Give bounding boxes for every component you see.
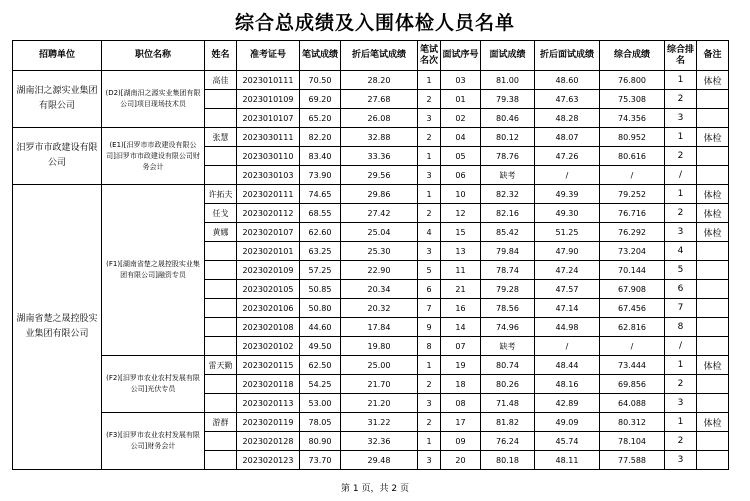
total-rank-cell: 3 xyxy=(665,223,697,242)
name-cell xyxy=(205,318,237,337)
interview-cell: 80.18 xyxy=(481,451,535,470)
total-cell: 77.588 xyxy=(600,451,665,470)
total-cell: 67.908 xyxy=(600,280,665,299)
written-conv-cell: 31.22 xyxy=(341,413,418,432)
note-cell xyxy=(697,337,729,356)
note-cell: 体检 xyxy=(697,413,729,432)
unit-cell: 湖南汨之源实业集团有限公司 xyxy=(13,71,102,128)
total-cell: 80.312 xyxy=(600,413,665,432)
total-cell: 80.952 xyxy=(600,128,665,147)
written-cell: 63.25 xyxy=(300,242,341,261)
header-exam-no: 准考证号 xyxy=(237,41,300,71)
page-title: 综合总成绩及入围体检人员名单 xyxy=(234,12,515,34)
total-cell: 78.104 xyxy=(600,432,665,451)
written-cell: 68.55 xyxy=(300,204,341,223)
exam-no-cell: 2023020108 xyxy=(237,318,300,337)
total-rank-cell: / xyxy=(665,166,697,185)
written-cell: 54.25 xyxy=(300,375,341,394)
note-cell: 体检 xyxy=(697,356,729,375)
name-cell xyxy=(205,299,237,318)
written-rank-cell: 2 xyxy=(418,90,441,109)
interview-cell: 71.48 xyxy=(481,394,535,413)
written-cell: 62.60 xyxy=(300,223,341,242)
written-cell: 57.25 xyxy=(300,261,341,280)
total-cell: 74.356 xyxy=(600,109,665,128)
written-conv-cell: 29.48 xyxy=(341,451,418,470)
written-cell: 78.05 xyxy=(300,413,341,432)
interview-conv-cell: 48.60 xyxy=(535,71,600,90)
written-rank-cell: 3 xyxy=(418,166,441,185)
written-conv-cell: 20.34 xyxy=(341,280,418,299)
note-cell: 体检 xyxy=(697,185,729,204)
total-rank-cell: 2 xyxy=(665,432,697,451)
interview-cell: 79.28 xyxy=(481,280,535,299)
total-rank-cell: 1 xyxy=(665,413,697,432)
written-rank-cell: 3 xyxy=(418,242,441,261)
exam-no-cell: 2023020105 xyxy=(237,280,300,299)
exam-no-cell: 2023020109 xyxy=(237,261,300,280)
exam-no-cell: 2023020115 xyxy=(237,356,300,375)
interview-conv-cell: 49.09 xyxy=(535,413,600,432)
interview-cell: 78.76 xyxy=(481,147,535,166)
interview-seq-cell: 03 xyxy=(441,71,481,90)
interview-conv-cell: 48.16 xyxy=(535,375,600,394)
position-cell: (F1)[湖南省楚之晟控股实业集团有限公司]融资专员 xyxy=(102,185,205,356)
total-rank-cell: 2 xyxy=(665,204,697,223)
note-cell xyxy=(697,394,729,413)
interview-seq-cell: 08 xyxy=(441,394,481,413)
name-cell: 雷天勤 xyxy=(205,356,237,375)
interview-cell: 74.96 xyxy=(481,318,535,337)
name-cell: 高佳 xyxy=(205,71,237,90)
note-cell xyxy=(697,242,729,261)
interview-conv-cell: 48.28 xyxy=(535,109,600,128)
written-rank-cell: 3 xyxy=(418,394,441,413)
exam-no-cell: 2023020119 xyxy=(237,413,300,432)
written-cell: 82.20 xyxy=(300,128,341,147)
position-cell: (D2)[湖南汨之源实业集团有限公司]项目现场技术员 xyxy=(102,71,205,128)
interview-conv-cell: 49.39 xyxy=(535,185,600,204)
written-rank-cell: 9 xyxy=(418,318,441,337)
results-table xyxy=(12,40,729,470)
name-cell xyxy=(205,242,237,261)
interview-conv-cell: 49.30 xyxy=(535,204,600,223)
interview-conv-cell: 42.89 xyxy=(535,394,600,413)
header-written: 笔试成绩 xyxy=(300,41,341,71)
interview-seq-cell: 05 xyxy=(441,147,481,166)
exam-no-cell: 2023010107 xyxy=(237,109,300,128)
exam-no-cell: 2023020123 xyxy=(237,451,300,470)
header-interview: 面试成绩 xyxy=(481,41,535,71)
interview-cell: 78.74 xyxy=(481,261,535,280)
exam-no-cell: 2023020107 xyxy=(237,223,300,242)
total-rank-cell: 3 xyxy=(665,451,697,470)
exam-no-cell: 2023020102 xyxy=(237,337,300,356)
note-cell: 体检 xyxy=(697,128,729,147)
table-row xyxy=(13,71,729,90)
interview-cell: 81.00 xyxy=(481,71,535,90)
interview-seq-cell: 06 xyxy=(441,166,481,185)
total-cell: 80.616 xyxy=(600,147,665,166)
total-rank-cell: 1 xyxy=(665,128,697,147)
exam-no-cell: 2023020106 xyxy=(237,299,300,318)
written-rank-cell: 2 xyxy=(418,204,441,223)
note-cell xyxy=(697,451,729,470)
header-note: 备注 xyxy=(697,41,729,71)
total-rank-cell: / xyxy=(665,337,697,356)
written-conv-cell: 26.08 xyxy=(341,109,418,128)
interview-seq-cell: 16 xyxy=(441,299,481,318)
name-cell xyxy=(205,432,237,451)
name-cell: 任戈 xyxy=(205,204,237,223)
note-cell xyxy=(697,318,729,337)
written-conv-cell: 19.80 xyxy=(341,337,418,356)
exam-no-cell: 2023020112 xyxy=(237,204,300,223)
interview-seq-cell: 11 xyxy=(441,261,481,280)
note-cell xyxy=(697,261,729,280)
written-cell: 62.50 xyxy=(300,356,341,375)
written-rank-cell: 3 xyxy=(418,451,441,470)
header-row xyxy=(13,41,729,71)
interview-conv-cell: 47.24 xyxy=(535,261,600,280)
written-cell: 53.00 xyxy=(300,394,341,413)
written-rank-cell: 8 xyxy=(418,337,441,356)
exam-no-cell: 2023010111 xyxy=(237,71,300,90)
interview-conv-cell: 47.14 xyxy=(535,299,600,318)
total-cell: 73.204 xyxy=(600,242,665,261)
exam-no-cell: 2023030103 xyxy=(237,166,300,185)
interview-cell: 缺考 xyxy=(481,337,535,356)
written-cell: 74.65 xyxy=(300,185,341,204)
interview-cell: 78.56 xyxy=(481,299,535,318)
written-cell: 70.50 xyxy=(300,71,341,90)
name-cell xyxy=(205,147,237,166)
interview-seq-cell: 13 xyxy=(441,242,481,261)
written-conv-cell: 25.00 xyxy=(341,356,418,375)
written-rank-cell: 1 xyxy=(418,71,441,90)
total-cell: / xyxy=(600,166,665,185)
interview-conv-cell: / xyxy=(535,166,600,185)
interview-conv-cell: 47.90 xyxy=(535,242,600,261)
header-interview-seq: 面试序号 xyxy=(441,41,481,71)
name-cell xyxy=(205,451,237,470)
interview-cell: 80.46 xyxy=(481,109,535,128)
interview-seq-cell: 19 xyxy=(441,356,481,375)
written-rank-cell: 1 xyxy=(418,356,441,375)
note-cell: 体检 xyxy=(697,204,729,223)
header-position: 职位名称 xyxy=(102,41,205,71)
header-interview-conv: 折后面试成绩 xyxy=(535,41,600,71)
total-rank-cell: 2 xyxy=(665,90,697,109)
written-cell: 73.90 xyxy=(300,166,341,185)
total-cell: 76.292 xyxy=(600,223,665,242)
exam-no-cell: 2023020101 xyxy=(237,242,300,261)
note-cell: 体检 xyxy=(697,223,729,242)
total-cell: 76.800 xyxy=(600,71,665,90)
written-conv-cell: 33.36 xyxy=(341,147,418,166)
interview-conv-cell: 44.98 xyxy=(535,318,600,337)
interview-conv-cell: 45.74 xyxy=(535,432,600,451)
total-cell: 76.716 xyxy=(600,204,665,223)
interview-cell: 85.42 xyxy=(481,223,535,242)
written-rank-cell: 5 xyxy=(418,261,441,280)
name-cell: 黄娜 xyxy=(205,223,237,242)
written-conv-cell: 32.36 xyxy=(341,432,418,451)
note-cell xyxy=(697,375,729,394)
interview-conv-cell: / xyxy=(535,337,600,356)
interview-conv-cell: 48.11 xyxy=(535,451,600,470)
total-rank-cell: 1 xyxy=(665,185,697,204)
written-rank-cell: 2 xyxy=(418,413,441,432)
written-conv-cell: 17.84 xyxy=(341,318,418,337)
interview-seq-cell: 12 xyxy=(441,204,481,223)
name-cell xyxy=(205,109,237,128)
written-rank-cell: 1 xyxy=(418,432,441,451)
total-rank-cell: 3 xyxy=(665,394,697,413)
written-cell: 50.80 xyxy=(300,299,341,318)
total-rank-cell: 7 xyxy=(665,299,697,318)
unit-cell: 湖南省楚之晟控股实业集团有限公司 xyxy=(13,185,102,470)
written-cell: 83.40 xyxy=(300,147,341,166)
written-cell: 73.70 xyxy=(300,451,341,470)
written-rank-cell: 1 xyxy=(418,147,441,166)
interview-cell: 76.24 xyxy=(481,432,535,451)
written-conv-cell: 22.90 xyxy=(341,261,418,280)
note-cell xyxy=(697,166,729,185)
written-cell: 65.20 xyxy=(300,109,341,128)
interview-cell: 82.32 xyxy=(481,185,535,204)
header-name: 姓名 xyxy=(205,41,237,71)
total-rank-cell: 2 xyxy=(665,375,697,394)
interview-seq-cell: 09 xyxy=(441,432,481,451)
written-rank-cell: 3 xyxy=(418,109,441,128)
interview-conv-cell: 47.63 xyxy=(535,90,600,109)
position-cell: (E1)[汨罗市市政建设有限公司]汨罗市市政建设有限公司财务会计 xyxy=(102,128,205,185)
interview-cell: 79.38 xyxy=(481,90,535,109)
written-cell: 44.60 xyxy=(300,318,341,337)
total-cell: 79.252 xyxy=(600,185,665,204)
written-cell: 69.20 xyxy=(300,90,341,109)
total-rank-cell: 4 xyxy=(665,242,697,261)
exam-no-cell: 2023020118 xyxy=(237,375,300,394)
note-cell xyxy=(697,147,729,166)
written-cell: 50.85 xyxy=(300,280,341,299)
interview-seq-cell: 17 xyxy=(441,413,481,432)
interview-seq-cell: 10 xyxy=(441,185,481,204)
total-rank-cell: 3 xyxy=(665,109,697,128)
total-rank-cell: 1 xyxy=(665,356,697,375)
exam-no-cell: 2023020111 xyxy=(237,185,300,204)
page-footer: 第 1 页，共 2 页 xyxy=(341,484,409,494)
note-cell: 体检 xyxy=(697,71,729,90)
total-cell: 67.456 xyxy=(600,299,665,318)
header-total-rank: 综合排名 xyxy=(665,41,697,71)
header-unit: 招聘单位 xyxy=(13,41,102,71)
name-cell: 张慧 xyxy=(205,128,237,147)
written-rank-cell: 4 xyxy=(418,223,441,242)
name-cell xyxy=(205,394,237,413)
written-conv-cell: 27.42 xyxy=(341,204,418,223)
interview-conv-cell: 47.57 xyxy=(535,280,600,299)
total-cell: 64.088 xyxy=(600,394,665,413)
interview-seq-cell: 07 xyxy=(441,337,481,356)
name-cell: 游群 xyxy=(205,413,237,432)
header-written-conv: 折后笔试成绩 xyxy=(341,41,418,71)
written-conv-cell: 29.56 xyxy=(341,166,418,185)
written-cell: 80.90 xyxy=(300,432,341,451)
written-conv-cell: 32.88 xyxy=(341,128,418,147)
interview-cell: 80.12 xyxy=(481,128,535,147)
written-conv-cell: 25.04 xyxy=(341,223,418,242)
written-conv-cell: 21.20 xyxy=(341,394,418,413)
total-rank-cell: 5 xyxy=(665,261,697,280)
position-cell: (F2)[汨罗市农业农村发展有限公司]光伏专员 xyxy=(102,356,205,413)
written-conv-cell: 20.32 xyxy=(341,299,418,318)
interview-seq-cell: 02 xyxy=(441,109,481,128)
total-cell: 69.856 xyxy=(600,375,665,394)
total-cell: 73.444 xyxy=(600,356,665,375)
note-cell xyxy=(697,280,729,299)
interview-seq-cell: 15 xyxy=(441,223,481,242)
exam-no-cell: 2023030111 xyxy=(237,128,300,147)
interview-conv-cell: 47.26 xyxy=(535,147,600,166)
position-cell: (F3)[汨罗市农业农村发展有限公司]财务会计 xyxy=(102,413,205,470)
written-rank-cell: 2 xyxy=(418,375,441,394)
interview-cell: 缺考 xyxy=(481,166,535,185)
name-cell xyxy=(205,375,237,394)
total-rank-cell: 8 xyxy=(665,318,697,337)
note-cell xyxy=(697,109,729,128)
table-row xyxy=(13,128,729,147)
interview-seq-cell: 20 xyxy=(441,451,481,470)
table-row xyxy=(13,413,729,432)
note-cell xyxy=(697,432,729,451)
written-conv-cell: 27.68 xyxy=(341,90,418,109)
table-row xyxy=(13,356,729,375)
name-cell xyxy=(205,280,237,299)
written-conv-cell: 21.70 xyxy=(341,375,418,394)
written-conv-cell: 29.86 xyxy=(341,185,418,204)
name-cell xyxy=(205,166,237,185)
exam-no-cell: 2023030110 xyxy=(237,147,300,166)
unit-cell: 汨罗市市政建设有限公司 xyxy=(13,128,102,185)
total-cell: 70.144 xyxy=(600,261,665,280)
total-cell: / xyxy=(600,337,665,356)
total-rank-cell: 2 xyxy=(665,147,697,166)
interview-cell: 80.26 xyxy=(481,375,535,394)
interview-conv-cell: 48.44 xyxy=(535,356,600,375)
total-cell: 62.816 xyxy=(600,318,665,337)
name-cell: 许拓夫 xyxy=(205,185,237,204)
header-written-rank: 笔试名次 xyxy=(418,41,441,71)
exam-no-cell: 2023020113 xyxy=(237,394,300,413)
interview-conv-cell: 48.07 xyxy=(535,128,600,147)
interview-cell: 82.16 xyxy=(481,204,535,223)
total-cell: 75.308 xyxy=(600,90,665,109)
interview-cell: 79.84 xyxy=(481,242,535,261)
interview-seq-cell: 18 xyxy=(441,375,481,394)
written-rank-cell: 6 xyxy=(418,280,441,299)
interview-seq-cell: 21 xyxy=(441,280,481,299)
table-row xyxy=(13,185,729,204)
note-cell xyxy=(697,90,729,109)
interview-seq-cell: 01 xyxy=(441,90,481,109)
interview-conv-cell: 51.25 xyxy=(535,223,600,242)
exam-no-cell: 2023020128 xyxy=(237,432,300,451)
note-cell xyxy=(697,299,729,318)
written-cell: 49.50 xyxy=(300,337,341,356)
name-cell xyxy=(205,90,237,109)
written-conv-cell: 28.20 xyxy=(341,71,418,90)
interview-cell: 80.74 xyxy=(481,356,535,375)
interview-seq-cell: 14 xyxy=(441,318,481,337)
total-rank-cell: 1 xyxy=(665,71,697,90)
header-total: 综合成绩 xyxy=(600,41,665,71)
interview-seq-cell: 04 xyxy=(441,128,481,147)
written-rank-cell: 2 xyxy=(418,128,441,147)
written-rank-cell: 1 xyxy=(418,185,441,204)
interview-cell: 81.82 xyxy=(481,413,535,432)
written-rank-cell: 7 xyxy=(418,299,441,318)
name-cell xyxy=(205,337,237,356)
name-cell xyxy=(205,261,237,280)
written-conv-cell: 25.30 xyxy=(341,242,418,261)
exam-no-cell: 2023010109 xyxy=(237,90,300,109)
total-rank-cell: 6 xyxy=(665,280,697,299)
